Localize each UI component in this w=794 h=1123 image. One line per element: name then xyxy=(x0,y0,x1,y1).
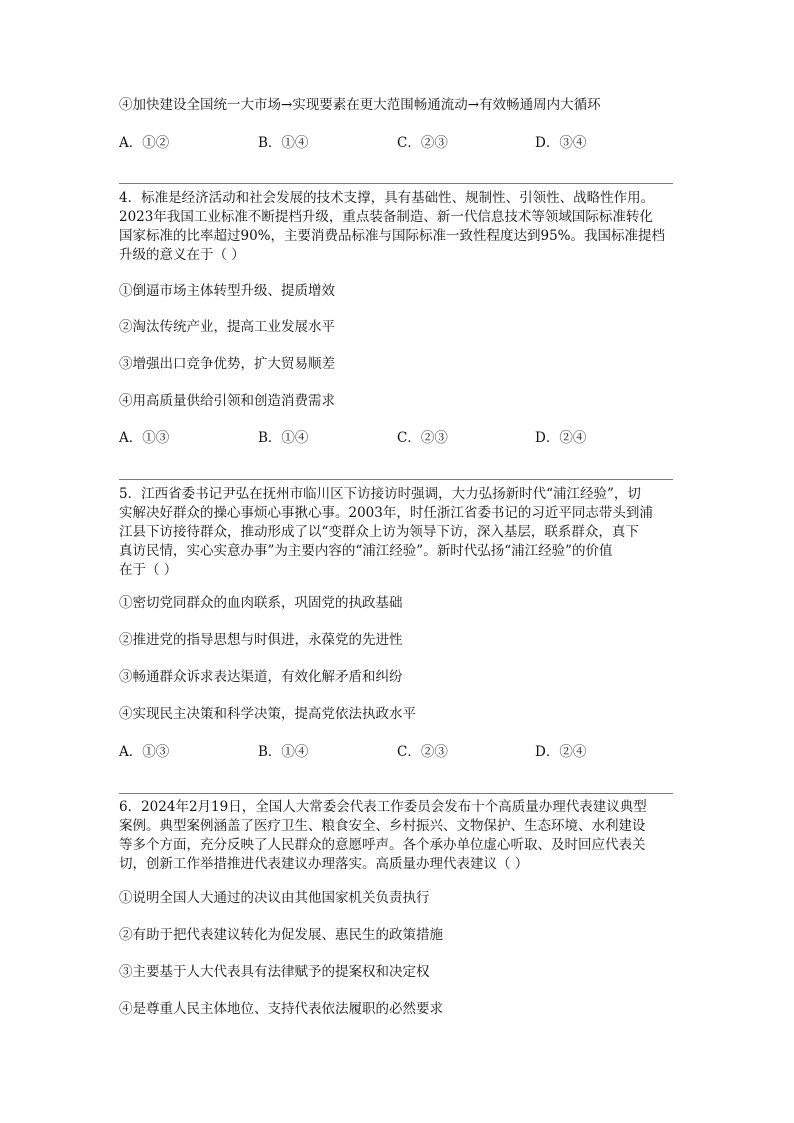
q4-option-a[interactable]: A．①③ xyxy=(119,430,170,446)
q6-statement-1: ①说明全国人大通过的决议由其他国家机关负责执行 xyxy=(119,890,430,906)
q6-stem-line: 6．2024年2月19日，全国人大常委会代表工作委员会发布十个高质量办理代表建议典型 xyxy=(119,799,647,815)
q3-option-a[interactable]: A．①② xyxy=(119,135,170,151)
q4-stem xyxy=(119,189,674,265)
q5-stem-line: 实解决好群众的操心事烦心事揪心事。2003年，时任浙江省委书记的习近平同志带头到浦 xyxy=(119,505,653,521)
q6-statement-4: ④是尊重人民主体地位、支持代表依法履职的必然要求 xyxy=(119,1001,443,1017)
q4-stem-line: 4．标准是经济活动和社会发展的技术支撑，具有基础性、规制性、引领性、战略性作用。 xyxy=(119,190,655,206)
q5-statement-3: ③畅通群众诉求表达渠道，有效化解矛盾和纠纷 xyxy=(119,669,403,685)
q3-option-c[interactable]: C．②③ xyxy=(397,135,448,151)
q6-stem-line: 案例。典型案例涵盖了医疗卫生、粮食安全、乡村振兴、文物保护、生态环境、水利建设 xyxy=(119,818,646,834)
q6-statement-2: ②有助于把代表建议转化为促发展、惠民生的政策措施 xyxy=(119,927,443,943)
q3-option-b[interactable]: B．①④ xyxy=(258,135,309,151)
q5-stem-line: 江县下访接待群众，推动形成了以“变群众上访为领导下访，深入基层，联系群众，真下 xyxy=(119,524,639,540)
q4-options xyxy=(119,429,679,447)
q6-statement-3: ③主要基于人大代表具有法律赋予的提案权和决定权 xyxy=(119,964,430,980)
q5-option-a[interactable]: A．①③ xyxy=(119,744,170,760)
q4-statement-4: ④用高质量供给引领和创造消费需求 xyxy=(119,393,335,409)
q3-options xyxy=(119,134,679,152)
q4-option-b[interactable]: B．①④ xyxy=(258,430,309,446)
q5-statement-1: ①密切党同群众的血肉联系，巩固党的执政基础 xyxy=(119,595,403,611)
question-divider xyxy=(119,183,673,184)
q5-statement-4: ④实现民主决策和科学决策，提高党依法执政水平 xyxy=(119,706,416,722)
q4-stem-line: 升级的意义在于（ ） xyxy=(119,247,245,263)
question-divider xyxy=(119,479,673,480)
q4-statement-1: ①倒逼市场主体转型升级、提质增效 xyxy=(119,283,335,299)
q5-stem-line: 真访民情，实心实意办事”为主要内容的“浦江经验”。新时代弘扬“浦江经验”的价值 xyxy=(119,543,613,559)
q4-stem-line: 国家标准的比率超过90%，主要消费品标准与国际标准一致性程度达到95%。我国标准提档 xyxy=(119,228,666,244)
question-divider xyxy=(119,793,673,794)
q4-option-d[interactable]: D．②④ xyxy=(535,430,587,446)
q4-statement-3: ③增强出口竞争优势，扩大贸易顺差 xyxy=(119,356,335,372)
q3-option-d[interactable]: D．③④ xyxy=(535,135,587,151)
q3-statement-4: ④加快建设全国统一大市场→实现要素在更大范围畅通流动→有效畅通周内大循环 xyxy=(119,97,601,113)
q5-options xyxy=(119,743,679,761)
q5-stem xyxy=(119,485,674,580)
q5-stem-line: 5．江西省委书记尹弘在抚州市临川区下访接访时强调，大力弘扬新时代“浦江经验”，切 xyxy=(119,486,641,502)
q5-option-b[interactable]: B．①④ xyxy=(258,744,309,760)
q4-stem-line: 2023年我国工业标准不断提档升级，重点装备制造、新一代信息技术等领域国际标准转化 xyxy=(119,209,653,225)
q5-statement-2: ②推进党的指导思想与时俱进，永葆党的先进性 xyxy=(119,632,403,648)
q6-stem-line: 切，创新工作举措推进代表建议办理落实。高质量办理代表建议（ ） xyxy=(119,856,529,872)
q5-option-c[interactable]: C．②③ xyxy=(397,744,448,760)
q5-option-d[interactable]: D．②④ xyxy=(535,744,587,760)
q6-stem-line: 等多个方面，充分反映了人民群众的意愿呼声。各个承办单位虚心听取、及时回应代表关 xyxy=(119,837,646,853)
q4-option-c[interactable]: C．②③ xyxy=(397,430,448,446)
q4-statement-2: ②淘汰传统产业，提高工业发展水平 xyxy=(119,319,335,335)
q5-stem-line: 在于（ ） xyxy=(119,562,178,578)
q6-stem xyxy=(119,798,674,874)
